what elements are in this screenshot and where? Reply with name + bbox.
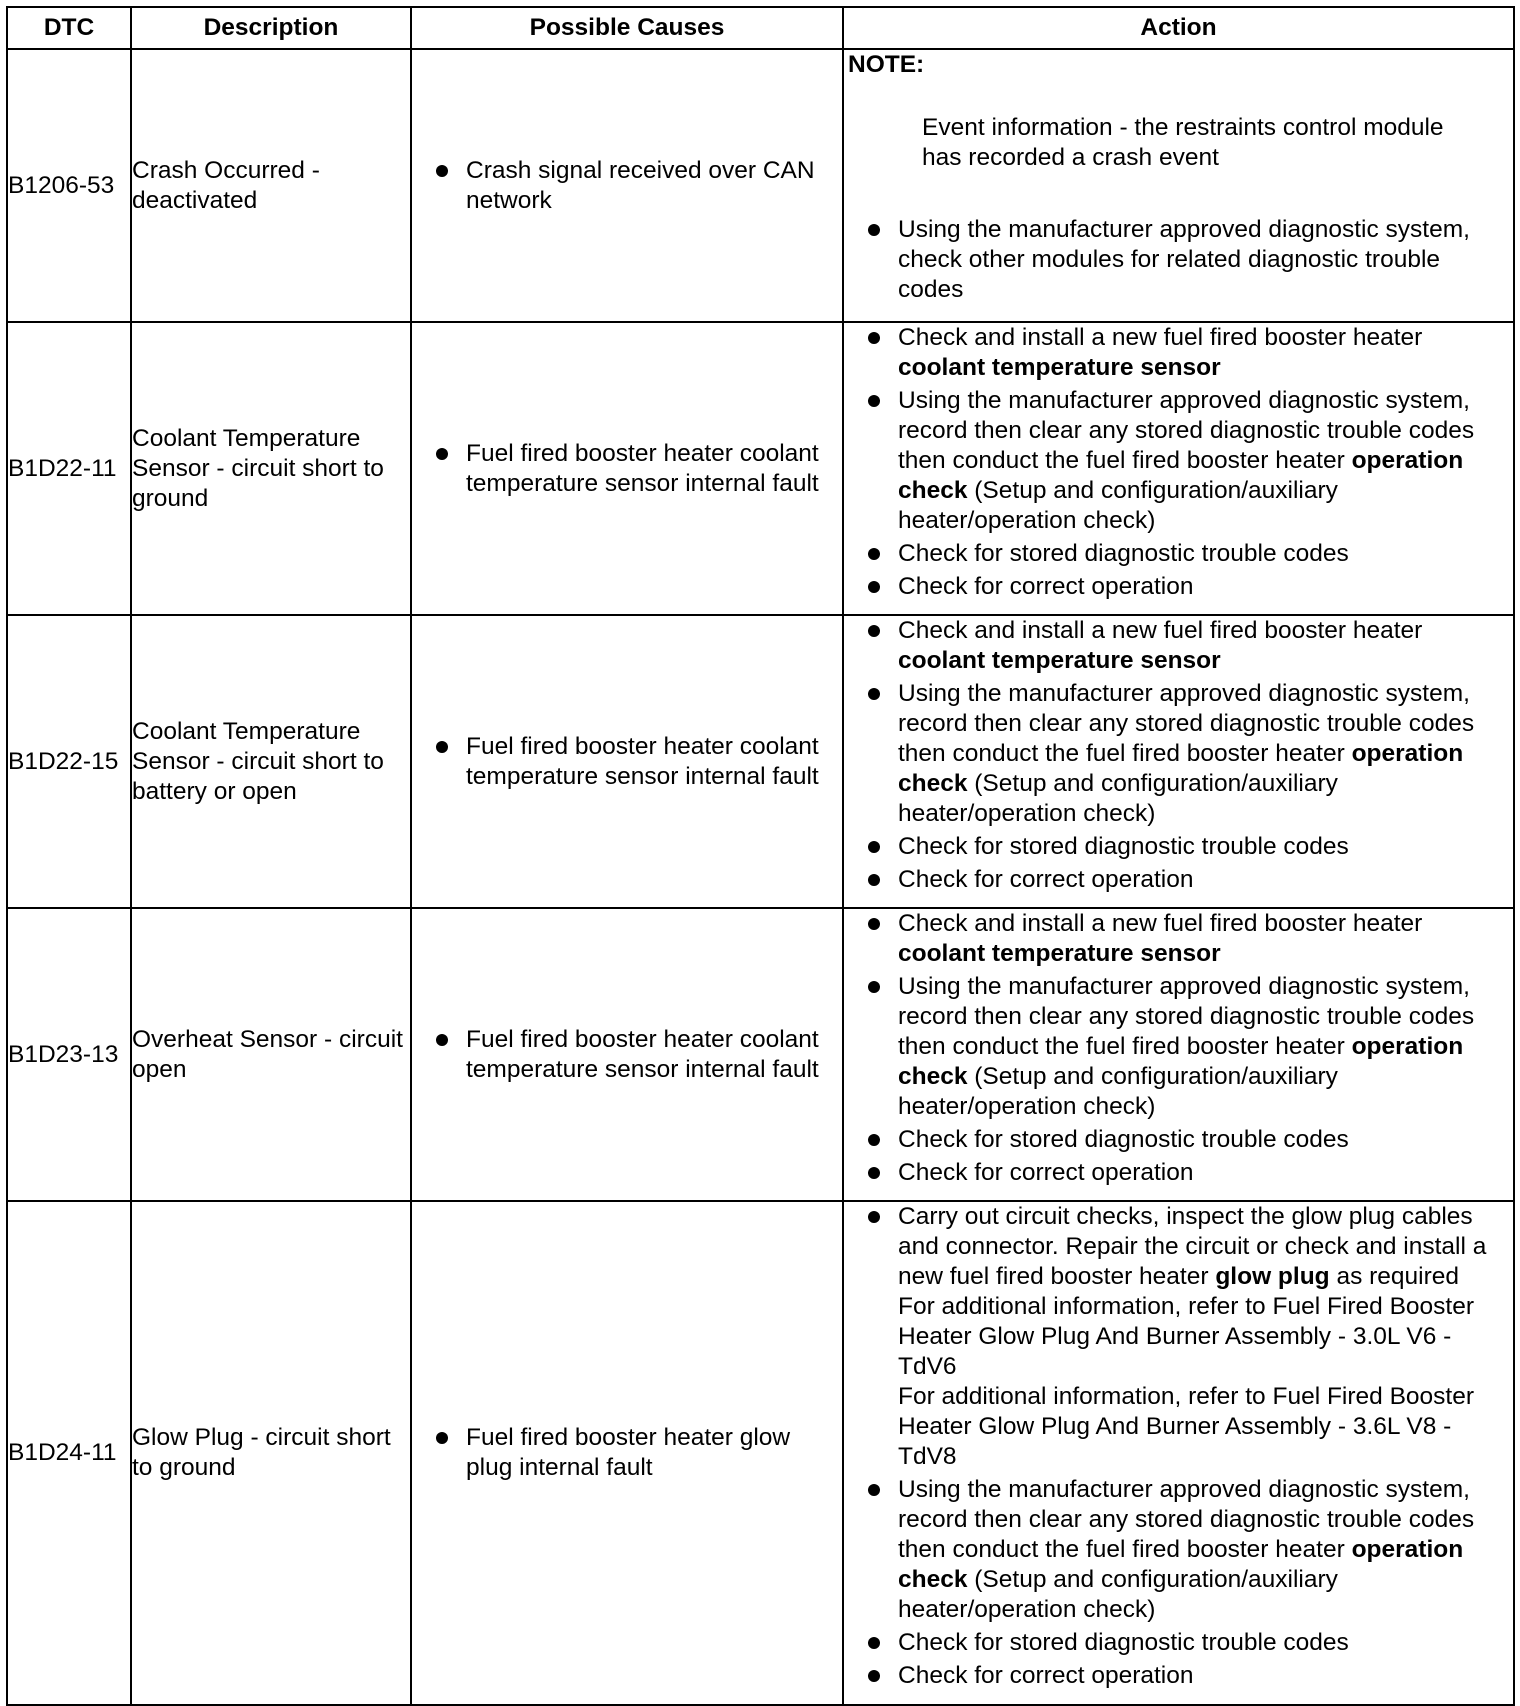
bullet-icon xyxy=(436,448,448,460)
bullet-icon xyxy=(868,981,880,993)
dtc-code: B1D22-15 xyxy=(7,615,131,908)
action-emphasis: coolant temperature sensor xyxy=(898,940,1221,967)
bullet-icon xyxy=(868,1134,880,1146)
action-text: Check for correct operation xyxy=(898,866,1194,893)
cause-item xyxy=(412,156,842,216)
action-item xyxy=(844,832,1513,862)
action-item xyxy=(844,1202,1513,1472)
header-possible-causes: Possible Causes xyxy=(411,7,843,49)
bullet-icon xyxy=(868,841,880,853)
action-text: Check for correct operation xyxy=(898,1159,1194,1186)
header-action: Action xyxy=(843,7,1514,49)
action-text: Check for stored diagnostic trouble codes xyxy=(898,1629,1349,1656)
action-item xyxy=(844,865,1513,895)
bullet-icon xyxy=(868,332,880,344)
action-text: Check for correct operation xyxy=(898,573,1194,600)
action-emphasis: operation check xyxy=(898,740,1464,797)
header-dtc: DTC xyxy=(7,7,131,49)
cause-item xyxy=(412,439,842,499)
action-item xyxy=(844,972,1513,1122)
cause-text: Fuel fired booster heater coolant temperature sensor internal fault xyxy=(466,732,819,790)
bullet-icon xyxy=(868,581,880,593)
dtc-table xyxy=(6,6,1515,1706)
bullet-icon xyxy=(436,741,448,753)
bullet-icon xyxy=(868,1637,880,1649)
dtc-code: B1D22-11 xyxy=(7,322,131,615)
bullet-icon xyxy=(868,1484,880,1496)
action-item xyxy=(844,572,1513,602)
action-text-suffix: as required xyxy=(1329,1263,1460,1290)
action-emphasis: operation check xyxy=(898,447,1464,504)
note-label: NOTE: xyxy=(848,51,925,78)
table-row xyxy=(7,49,1514,322)
action-text: Using the manufacturer approved diagnostic system, record then clear any stored diagnostic trouble codes then conduct the fuel fired booster heater xyxy=(898,1476,1475,1563)
action-text: Check for stored diagnostic trouble codes xyxy=(898,833,1349,860)
bullet-icon xyxy=(868,874,880,886)
action-emphasis: coolant temperature sensor xyxy=(898,354,1221,381)
action-text: Check for correct operation xyxy=(898,1662,1194,1689)
table-row xyxy=(7,615,1514,908)
cause-text: Fuel fired booster heater coolant temperature sensor internal fault xyxy=(466,439,819,497)
action-cell xyxy=(843,1201,1514,1705)
bullet-icon xyxy=(868,625,880,637)
action-item xyxy=(844,1628,1513,1658)
reference-link-tdv8[interactable]: For additional information, refer to Fuel Fired Booster Heater Glow Plug And Burner Assembly - 3.6L V8 - TdV8 xyxy=(898,1383,1475,1470)
action-text: Using the manufacturer approved diagnostic system, check other modules for related diagnostic trouble codes xyxy=(898,216,1470,303)
action-text: Using the manufacturer approved diagnostic system, record then clear any stored diagnostic trouble codes then conduct the fuel fired booster heater xyxy=(898,387,1475,474)
action-text: Carry out circuit checks, inspect the glow plug cables and connector. Repair the circuit or check and install a new fuel fired booster heater xyxy=(898,1203,1487,1290)
action-item xyxy=(844,323,1513,383)
action-text-suffix: (Setup and configuration/auxiliary heater/operation check) xyxy=(898,1566,1338,1623)
bullet-icon xyxy=(868,224,880,236)
cause-item xyxy=(412,1423,842,1483)
action-emphasis: coolant temperature sensor xyxy=(898,647,1221,674)
action-text-suffix: (Setup and configuration/auxiliary heater/operation check) xyxy=(898,1063,1338,1120)
action-text: Using the manufacturer approved diagnostic system, record then clear any stored diagnostic trouble codes then conduct the fuel fired booster heater xyxy=(898,680,1475,767)
header-row xyxy=(7,7,1514,49)
note-text: Event information - the restraints control module has recorded a crash event xyxy=(922,114,1444,171)
cause-text: Crash signal received over CAN network xyxy=(466,156,815,214)
dtc-description: Coolant Temperature Sensor - circuit short to ground xyxy=(131,322,411,615)
action-item xyxy=(844,909,1513,969)
bullet-icon xyxy=(436,1432,448,1444)
possible-causes xyxy=(411,615,843,908)
table-row xyxy=(7,322,1514,615)
reference-link-tdv6[interactable]: For additional information, refer to Fuel Fired Booster Heater Glow Plug And Burner Assembly - 3.0L V6 - TdV6 xyxy=(898,1293,1475,1380)
action-item xyxy=(844,616,1513,676)
dtc-code: B1D23-13 xyxy=(7,908,131,1201)
dtc-code: B1206-53 xyxy=(7,49,131,322)
action-text: Check for stored diagnostic trouble codes xyxy=(898,1126,1349,1153)
action-text: Check for stored diagnostic trouble codes xyxy=(898,540,1349,567)
action-text: Using the manufacturer approved diagnostic system, record then clear any stored diagnostic trouble codes then conduct the fuel fired booster heater xyxy=(898,973,1475,1060)
dtc-description: Coolant Temperature Sensor - circuit short to battery or open xyxy=(131,615,411,908)
header-description: Description xyxy=(131,7,411,49)
bullet-icon xyxy=(868,1167,880,1179)
action-cell xyxy=(843,908,1514,1201)
bullet-icon xyxy=(868,688,880,700)
possible-causes xyxy=(411,1201,843,1705)
action-emphasis: operation check xyxy=(898,1033,1464,1090)
dtc-code: B1D24-11 xyxy=(7,1201,131,1705)
action-item xyxy=(844,1661,1513,1691)
cause-text: Fuel fired booster heater coolant temperature sensor internal fault xyxy=(466,1025,819,1083)
action-item xyxy=(844,539,1513,569)
action-text: Check and install a new fuel fired booster heater xyxy=(898,617,1423,644)
action-item xyxy=(844,215,1513,305)
action-item xyxy=(844,1475,1513,1625)
possible-causes xyxy=(411,322,843,615)
bullet-icon xyxy=(868,395,880,407)
bullet-icon xyxy=(868,548,880,560)
action-text: Check and install a new fuel fired booster heater xyxy=(898,324,1423,351)
bullet-icon xyxy=(868,1670,880,1682)
table-row xyxy=(7,908,1514,1201)
dtc-description: Glow Plug - circuit short to ground xyxy=(131,1201,411,1705)
dtc-description: Crash Occurred - deactivated xyxy=(131,49,411,322)
action-item xyxy=(844,1158,1513,1188)
action-item xyxy=(844,679,1513,829)
action-text-suffix: (Setup and configuration/auxiliary heater/operation check) xyxy=(898,770,1338,827)
possible-causes xyxy=(411,49,843,322)
bullet-icon xyxy=(868,1211,880,1223)
bullet-icon xyxy=(868,918,880,930)
cause-item xyxy=(412,1025,842,1085)
action-cell xyxy=(843,615,1514,908)
cause-item xyxy=(412,732,842,792)
bullet-icon xyxy=(436,1034,448,1046)
action-item xyxy=(844,386,1513,536)
dtc-description: Overheat Sensor - circuit open xyxy=(131,908,411,1201)
action-emphasis: operation check xyxy=(898,1536,1464,1593)
possible-causes xyxy=(411,908,843,1201)
action-text: Check and install a new fuel fired booster heater xyxy=(898,910,1423,937)
action-emphasis: glow plug xyxy=(1215,1263,1330,1290)
action-text-suffix: (Setup and configuration/auxiliary heater/operation check) xyxy=(898,477,1338,534)
cause-text: Fuel fired booster heater glow plug internal fault xyxy=(466,1424,791,1481)
action-cell xyxy=(843,49,1514,322)
action-item xyxy=(844,1125,1513,1155)
table-row xyxy=(7,1201,1514,1705)
bullet-icon xyxy=(436,165,448,177)
action-cell xyxy=(843,322,1514,615)
